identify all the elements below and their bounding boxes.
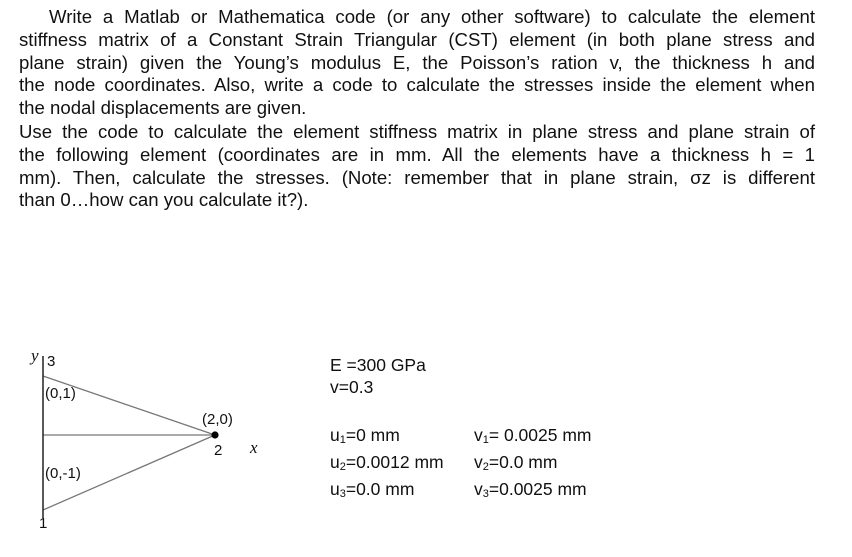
paragraph-1-line-1: Write a Matlab or Mathematica code (or any other software) to calculate the element [49,6,815,27]
material-parameters [330,354,426,398]
x-axis-label: x [250,438,258,457]
youngs-modulus: E =300 GPa [330,355,426,375]
paragraph-1-line-3: plane strain) given the Young’s modulus E, the Poisson’s ration v, the thickness h and [19,51,815,73]
paragraph-2-line-2: the following element (coordinates are in mm. All the elements have a thickness h = 1 [19,143,815,165]
node-2-point [211,431,218,438]
u2-displacement: $u_2=0.0012$ mm [330,452,444,473]
v3-displacement: $v_3=0.0025$ mm [474,479,587,500]
u3-displacement: $u_3=0.0$ mm [330,479,415,500]
cst-element-diagram [0,330,300,540]
problem-paragraph-2 [19,121,815,212]
poissons-ratio: v=0.3 [330,377,374,397]
node-1-label: 1 [39,515,48,532]
paragraph-2-line-1: Use the code to calculate the element stiffness matrix in plane stress and plane strain of [19,121,815,142]
node-1-coordinates: (0,-1) [45,465,81,482]
v1-displacement: $v_1= 0.0025$ mm [474,425,592,446]
v2-displacement: $v_2=0.0$ mm [474,452,558,473]
u-displacements [330,424,444,505]
node-3-coordinates: (0,1) [45,385,76,402]
paragraph-1-line-2: stiffness matrix of a Constant Strain Triangular (CST) element (in both plane stress and [19,28,815,50]
paragraph-1-line-4: the node coordinates. Also, write a code to calculate the stresses inside the element when [19,74,815,96]
y-axis-label: y [31,346,39,365]
paragraph-2-line-4: than 0…how can you calculate it?). [19,189,309,211]
node-2-coordinates: (2,0) [202,411,233,428]
problem-paragraph-1 [19,6,815,120]
node-3-label: 3 [47,353,56,370]
paragraph-1-line-5: the nodal displacements are given. [19,97,307,119]
paragraph-2-line-3: mm). Then, calculate the stresses. (Note: remember that in plane strain, σz is different [19,166,815,188]
u1-displacement: $u_1=0$ mm [330,425,400,446]
node-2-label: 2 [214,442,223,459]
v-displacements [474,424,592,505]
